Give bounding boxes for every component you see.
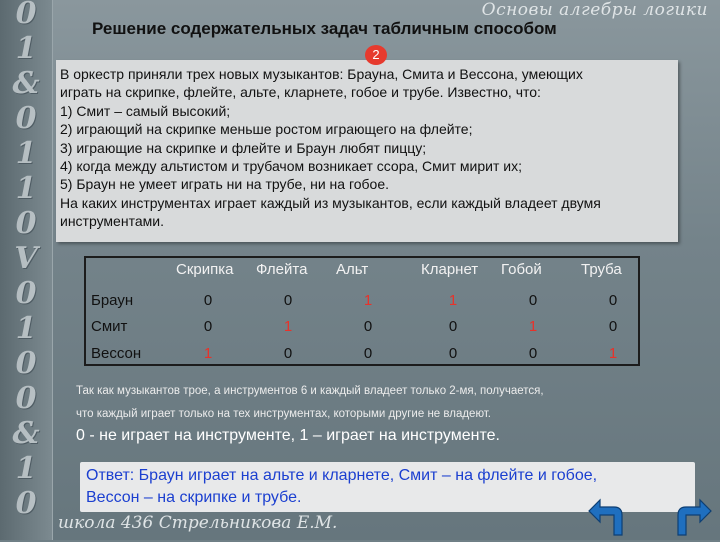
table-cell: 1: [608, 345, 618, 362]
table-cell: 0: [283, 345, 293, 362]
side-glyph: 1: [15, 171, 37, 206]
table-cell: 0: [528, 345, 538, 362]
table-cell: 0: [363, 318, 373, 335]
side-glyph: 1: [15, 451, 37, 486]
side-glyph: &: [12, 416, 40, 451]
problem-line: На каких инструментах играет каждый из музыкантов, если каждый владеет двумя: [60, 194, 601, 211]
table-column-header: Скрипка: [176, 261, 234, 278]
answer-line-1: Ответ: Браун играет на альте и кларнете, Смит – на флейте и гобое,: [86, 467, 598, 484]
table-cell: 0: [203, 318, 213, 335]
table-cell: 0: [608, 318, 618, 335]
problem-line: 2) играющий на скрипке меньше ростом играющего на флейте;: [60, 121, 473, 138]
table-cell: 0: [203, 292, 213, 309]
side-glyph: 1: [15, 31, 37, 66]
problem-line: инструментами.: [60, 213, 164, 230]
forward-arrow-button[interactable]: [670, 497, 714, 537]
table-cell: 1: [448, 292, 458, 309]
problem-line: 5) Браун не умеет играть ни на трубе, ни на гобое.: [60, 176, 390, 193]
table-cell: 1: [283, 318, 293, 335]
problem-line: 4) когда между альтистом и трубачом возникает ссора, Смит мирит их;: [60, 158, 522, 175]
slide-number-badge: 2: [365, 45, 387, 65]
side-glyph: 1: [15, 311, 37, 346]
side-glyph: 0: [15, 346, 37, 381]
page-title: Решение содержательных задач табличным способом: [92, 19, 557, 38]
back-arrow-button[interactable]: [586, 497, 630, 537]
table-column-header: Гобой: [501, 261, 542, 278]
back-arrow-icon: [586, 497, 630, 537]
side-glyph: 0: [15, 276, 37, 311]
side-glyph: 0: [15, 0, 37, 31]
table-column-header: Флейта: [256, 261, 308, 278]
forward-arrow-icon: [670, 497, 714, 537]
subject-header: Основы алгебры логики: [481, 0, 708, 20]
table-row-header: Смит: [91, 318, 128, 335]
table-column-header: Труба: [581, 261, 622, 278]
table-cell: 0: [608, 292, 618, 309]
left-decorative-strip: [0, 0, 53, 540]
table-cell: 0: [283, 292, 293, 309]
side-glyph: &: [12, 66, 40, 101]
table-cell: 0: [528, 292, 538, 309]
answer-line-2: Вессон – на скрипке и трубе.: [86, 489, 302, 506]
legend-text: 0 - не играет на инструменте, 1 – играет на инструменте.: [76, 427, 500, 444]
footer-author: школа 436 Стрельникова Е.М.: [58, 513, 338, 533]
table-cell: 1: [528, 318, 538, 335]
side-glyph: 0: [15, 486, 37, 521]
explanation-line-2: что каждый играет только на тех инструментах, которыми другие не владеют.: [76, 408, 491, 420]
side-glyph: 1: [15, 136, 37, 171]
table-cell: 1: [203, 345, 213, 362]
table-row-header: Вессон: [91, 345, 142, 362]
table-row-header: Браун: [91, 292, 134, 309]
side-glyph: 0: [15, 381, 37, 416]
problem-line: 1) Смит – самый высокий;: [60, 102, 231, 119]
side-glyph: 0: [15, 206, 37, 241]
problem-line: 3) играющие на скрипке и флейте и Браун любят пиццу;: [60, 139, 427, 156]
table-cell: 1: [363, 292, 373, 309]
table-cell: 0: [448, 345, 458, 362]
explanation-line-1: Так как музыкантов трое, а инструментов 6 и каждый владеет только 2-мя, получается,: [76, 385, 544, 397]
table-cell: 0: [448, 318, 458, 335]
side-glyph: 0: [15, 101, 37, 136]
problem-text: [60, 65, 676, 231]
side-glyph: V: [14, 241, 38, 276]
problem-line: играть на скрипке, флейте, альте, кларнете, гобое и трубе. Известно, что:: [60, 84, 541, 101]
problem-line: В оркестр приняли трех новых музыкантов: Брауна, Смита и Вессона, умеющих: [60, 66, 583, 82]
table-cell: 0: [363, 345, 373, 362]
table-column-header: Кларнет: [421, 261, 479, 278]
table-column-header: Альт: [336, 261, 369, 278]
